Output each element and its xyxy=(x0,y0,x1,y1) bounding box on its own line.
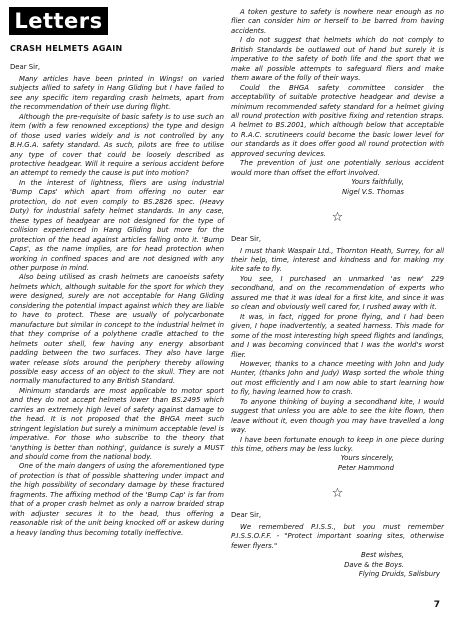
letter-paragraph: We remembered P.I.S.S., but you must remember P.I.S.S.O.F.F. - "Protect important soaring sites, otherwise fewer flyers." xyxy=(231,522,444,550)
letter-paragraph: To anyone thinking of buying a secondhand kite, I would suggest that unless you are able to see the kite flown, then leave without it, even though you may have travelled a long way. xyxy=(231,397,444,435)
signature-line: Flying Druids, Salisbury xyxy=(358,570,440,579)
letter-paragraph: The prevention of just one potentially serious accident would more than offset the effort involved. xyxy=(231,159,444,177)
letter-paragraph: I have been fortunate enough to keep in one piece during this time, others may be less lucky. xyxy=(231,435,444,454)
star-icon: ☆ xyxy=(331,210,344,226)
letter-paragraph: However, thanks to a chance meeting with John and Judy Hunter, (thanks John and Judy) Wasp sorted the whole thing out most efficiently and I am now able to start learning how to fly, having learned how to crash. xyxy=(231,359,444,397)
letter-paragraph: Many articles have been printed in Wings! on varied subjects allied to safety in Hang Gliding but I have failed to see any specific item regarding crash helmets, apart from the recommendation of their use during flight. xyxy=(10,74,224,112)
letter-paragraph: In the interest of lightness, fliers are using industrial 'Bump Caps' which apart from offering no outer ear protection, do not even comply to BS.2826 spec. (Heavy Duty) for industrial safety helmet standards. In any case, these types of headgear are not designed for the type of collision experienced in Hang Gliding but more for the protection of the head against articles falling onto it. 'Bump Caps', as the name implies, are for head protection when working in confined spaces and are not designed with any other purpose in mind. xyxy=(10,178,224,272)
section-title: Letters xyxy=(9,7,108,35)
signature-line: Dave & the Boys. xyxy=(344,560,404,569)
letter-paragraph: Could the BHGA safety committee consider the acceptability of suitable protective headgear and devise a minimum recommended safety standard for a helmet giving all round protection with positive fixing and retention straps. A helmet to BS.2001, which although below that acceptable to R.A.C. scrutineers could become the basic lower level for our standards as it does offer good all round protection with approved securing devices. xyxy=(231,83,444,158)
salutation: Dear Sir, xyxy=(231,235,262,244)
column-right xyxy=(231,8,444,580)
letter-paragraph: Although the pre-requisite of basic safety is to use such an item (with a few renowned exceptions) the type and design of those used varies widely and is not controlled by any B.H.G.A. safety standard. As such, pilots are free to utilise any type of cover that could be loosely described as protective headgear. Will it require a serious accident before an attempt to remedy the cause is put into motion? xyxy=(10,112,224,178)
star-icon: ☆ xyxy=(331,486,344,502)
signature: Nigel V.S. Thomas xyxy=(342,187,404,196)
signature: Peter Hammond xyxy=(337,463,394,472)
letter-paragraph: You see, I purchased an unmarked 'as new' 229 secondhand, and on the recommendation of experts who assured me that it was ideal for a first kite, and since it was so clean and obviously well cared for, I rushed away with it. xyxy=(231,274,444,312)
article-headline: CRASH HELMETS AGAIN xyxy=(10,44,123,53)
closing: Yours sincerely, xyxy=(340,454,394,463)
letter-paragraph: One of the main dangers of using the aforementioned type of protection is that of possible shattering under impact and the high possibility of secondary damage by these fractured fragments. The affixing method of the 'Bump Cap' is far from that of a proper crash helmet as only a narrow braided strap with adjuster secures it to the head, thus offering a reasonable risk of the unit being knocked off or askew during a heavy landing thus becoming totally ineffective. xyxy=(10,462,224,537)
letter-paragraph: Also being utilised as crash helmets are canoeists safety helmets which, although suitable for the sport for which they were designed, surely are not acceptable for Hang Gliding considering the potential impact against which they are liable to have to protect. These are usually of polycarbonate manufacture but similar in concept to the industrial helmet in that they comprise of a polythene cradle attached to the helmets outer shell, few having any energy absorbant padding between the two surfaces. They also have large water release slots around the periphery thereby allowing possible easy access of an object to the skull. They are not normally manufactured to any British Standard. xyxy=(10,273,224,386)
letter-paragraph: It was, in fact, rigged for prone flying, and I had been given, I hope inadvertently, a seated harness. This made for some of the most interesting high speed flights and landings, and I was becoming convinced that I was the world's worst flier. xyxy=(231,312,444,359)
column-left xyxy=(10,44,224,538)
letter-paragraph: A token gesture to safety is nowhere near enough as no flier can consider him or herself to be barred from having accidents. xyxy=(231,8,444,35)
closing: Yours faithfully, xyxy=(351,178,404,187)
salutation: Dear Sir, xyxy=(231,511,262,520)
letter-paragraph: Minimum standards are most applicable to motor sport and they do not accept helmets lower than BS.2495 which carries an extremely high level of safety against damage to the head. It is not proposed that the BHGA meet such stringent legislation but surely a minimum acceptable level is imperative. For those who subscribe to the theory that 'anything is better than nothing', guidance is surely a MUST and should come from the national body. xyxy=(10,386,224,462)
letter-paragraph: I must thank Waspair Ltd., Thornton Heath, Surrey, for all their help, time, interest and kindness and for making my kite safe to fly. xyxy=(231,246,444,274)
page-number: 7 xyxy=(433,600,440,610)
salutation: Dear Sir, xyxy=(10,63,41,72)
letter-paragraph: I do not suggest that helmets which do not comply to British Standards be outlawed out of hand but surely it is imperative to the safety of both life and the sport that we make all possible attempts to safeguard fliers and make them aware of the folly of their ways. xyxy=(231,36,444,83)
closing: Best wishes, xyxy=(361,551,404,560)
